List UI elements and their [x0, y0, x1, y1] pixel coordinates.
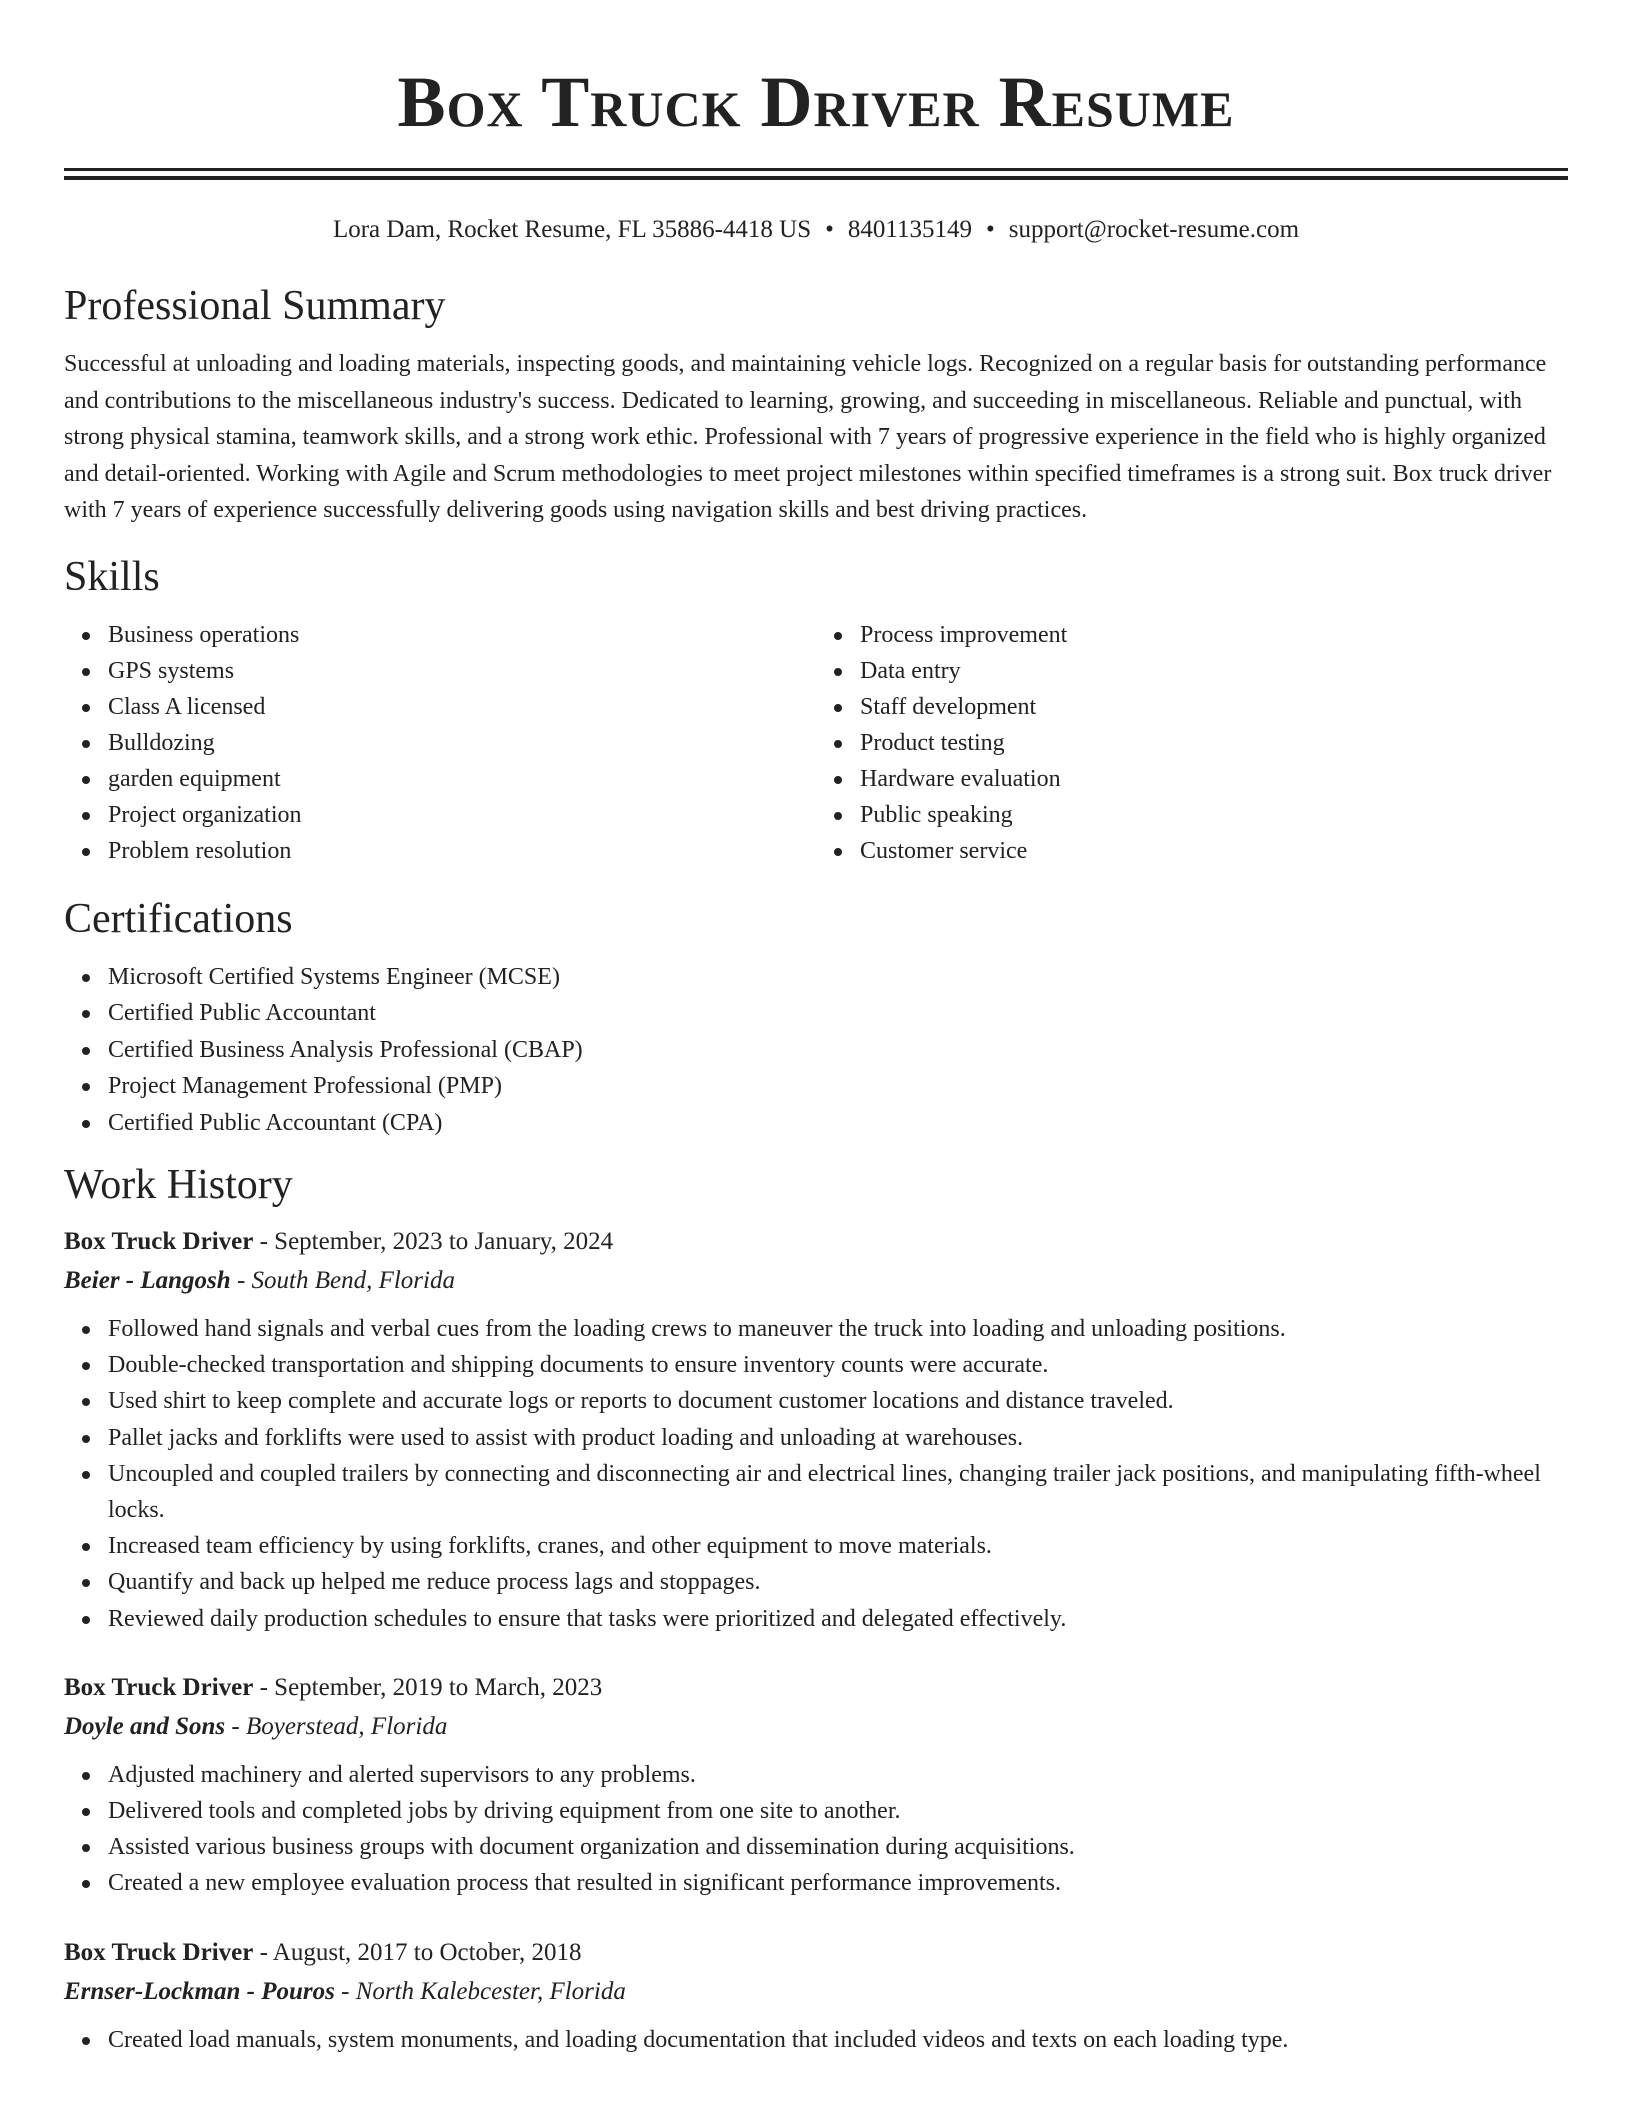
- resume-page: [64, 0, 1568, 2058]
- title-divider-thin: [64, 168, 1568, 171]
- certifications-list: [64, 959, 1568, 1142]
- skill-item: Class A licensed: [108, 689, 816, 725]
- contact-separator: •: [825, 216, 834, 243]
- job-header: [64, 1223, 1568, 1261]
- job-bullet: Used shirt to keep complete and accurate logs or reports to document customer locations and distance traveled.: [108, 1383, 1568, 1419]
- job-header: [64, 1934, 1568, 1972]
- job-entry: [64, 1669, 1568, 1902]
- skills-heading: Skills: [64, 553, 160, 600]
- job-entry: [64, 1223, 1568, 1637]
- certification-item: Microsoft Certified Systems Engineer (MCSE): [108, 959, 1568, 996]
- title-divider-thick: [64, 176, 1568, 180]
- job-company-line: [64, 1972, 1568, 2012]
- certification-item: Project Management Professional (PMP): [108, 1068, 1568, 1105]
- job-dates: - September, 2019 to March, 2023: [259, 1673, 603, 1701]
- job-company: Doyle and Sons: [64, 1712, 226, 1740]
- job-dates: - August, 2017 to October, 2018: [259, 1938, 582, 1966]
- skill-item: Public speaking: [860, 797, 1568, 833]
- skill-item: Data entry: [860, 653, 1568, 689]
- summary-text: Successful at unloading and loading materials, inspecting goods, and maintaining vehicle logs. Recognized on a regular basis for outstanding performance and contributions to the miscellaneous industry's success. Dedicated to learning, growing, and succeeding in miscellaneous. Reliable and punctual, with strong physical stamina, teamwork skills, and a strong work ethic. Professional with 7 years of progressive experience in the field who is highly organized and detail-oriented. Working with Agile and Scrum methodologies to meet project milestones within specified timeframes is a strong suit. Box truck driver with 7 years of experience successfully delivering goods using navigation skills and best driving practices.: [64, 351, 1552, 523]
- certifications-section: [64, 893, 1568, 1142]
- skill-item: Business operations: [108, 617, 816, 653]
- contact-separator: •: [985, 216, 995, 243]
- job-entry: [64, 1934, 1568, 2058]
- certification-item: Certified Business Analysis Professional (CBAP): [108, 1032, 1568, 1069]
- summary-heading: Professional Summary: [64, 283, 446, 329]
- contact-email[interactable]: support@rocket-resume.com: [1008, 216, 1300, 243]
- job-bullet: Quantify and back up helped me reduce process lags and stoppages.: [108, 1564, 1568, 1600]
- certification-item: Certified Public Accountant (CPA): [108, 1105, 1568, 1142]
- work-history-heading: Work History: [64, 1162, 293, 1208]
- job-bullet: Pallet jacks and forklifts were used to assist with product loading and unloading at warehouses.: [108, 1420, 1568, 1456]
- job-bullet: Double-checked transportation and shipping documents to ensure inventory counts were accurate.: [108, 1347, 1568, 1383]
- job-bullet: Adjusted machinery and alerted supervisors to any problems.: [108, 1757, 1568, 1793]
- skill-item: Process improvement: [860, 617, 1568, 653]
- skill-item: Problem resolution: [108, 833, 816, 869]
- job-bullet: Increased team efficiency by using forklifts, cranes, and other equipment to move materials.: [108, 1528, 1568, 1564]
- skills-list-right: [816, 617, 1568, 869]
- job-company: Beier - Langosh: [64, 1267, 231, 1294]
- skill-item: GPS systems: [108, 653, 816, 689]
- skill-item: Project organization: [108, 797, 816, 833]
- contact-phone: 8401135149: [847, 216, 972, 243]
- job-role: Box Truck Driver: [64, 1673, 254, 1701]
- skills-list-left: [64, 617, 816, 869]
- contact-line: [64, 214, 1568, 246]
- job-bullet: Created a new employee evaluation process that resulted in significant performance improvements.: [108, 1865, 1568, 1901]
- skill-item: garden equipment: [108, 761, 816, 797]
- skill-item: Customer service: [860, 833, 1568, 869]
- contact-address: Lora Dam, Rocket Resume, FL 35886-4418 US: [332, 216, 812, 243]
- certification-item: Certified Public Accountant: [108, 995, 1568, 1032]
- job-bullet: Assisted various business groups with document organization and dissemination during acquisitions.: [108, 1829, 1568, 1865]
- skill-item: Staff development: [860, 689, 1568, 725]
- job-bullet: Delivered tools and completed jobs by driving equipment from one site to another.: [108, 1793, 1568, 1829]
- skills-grid: [64, 617, 1568, 869]
- job-company-line: [64, 1261, 1568, 1301]
- skill-item: Product testing: [860, 725, 1568, 761]
- skill-item: Hardware evaluation: [860, 761, 1568, 797]
- job-bullet: Created load manuals, system monuments, and loading documentation that included videos and texts on each loading type.: [108, 2022, 1568, 2058]
- job-location: - North Kalebcester, Florida: [341, 1977, 626, 2005]
- skills-section: [64, 551, 1568, 869]
- job-company-line: [64, 1707, 1568, 1747]
- job-location: - South Bend, Florida: [236, 1267, 455, 1294]
- job-bullets: [64, 2022, 1568, 2058]
- certifications-heading: Certifications: [64, 895, 293, 942]
- job-role: Box Truck Driver: [64, 1938, 254, 1966]
- job-dates: - September, 2023 to January, 2024: [259, 1228, 614, 1255]
- job-bullet: Followed hand signals and verbal cues from the loading crews to maneuver the truck into loading and unloading positions.: [108, 1311, 1568, 1347]
- job-company: Ernser-Lockman - Pouros: [64, 1977, 335, 2005]
- job-bullets: [64, 1311, 1568, 1637]
- job-location: - Boyerstead, Florida: [231, 1712, 448, 1740]
- summary-section: [64, 280, 1568, 529]
- job-header: [64, 1669, 1568, 1707]
- job-bullets: [64, 1757, 1568, 1902]
- job-role: Box Truck Driver: [64, 1228, 254, 1255]
- work-history-section: [64, 1159, 1568, 2058]
- skill-item: Bulldozing: [108, 725, 816, 761]
- resume-title: Box Truck Driver Resume: [397, 62, 1235, 142]
- job-bullet: Reviewed daily production schedules to ensure that tasks were prioritized and delegated effectively.: [108, 1601, 1568, 1637]
- job-bullet: Uncoupled and coupled trailers by connecting and disconnecting air and electrical lines, changing trailer jack positions, and manipulating fifth-wheel locks.: [108, 1456, 1568, 1528]
